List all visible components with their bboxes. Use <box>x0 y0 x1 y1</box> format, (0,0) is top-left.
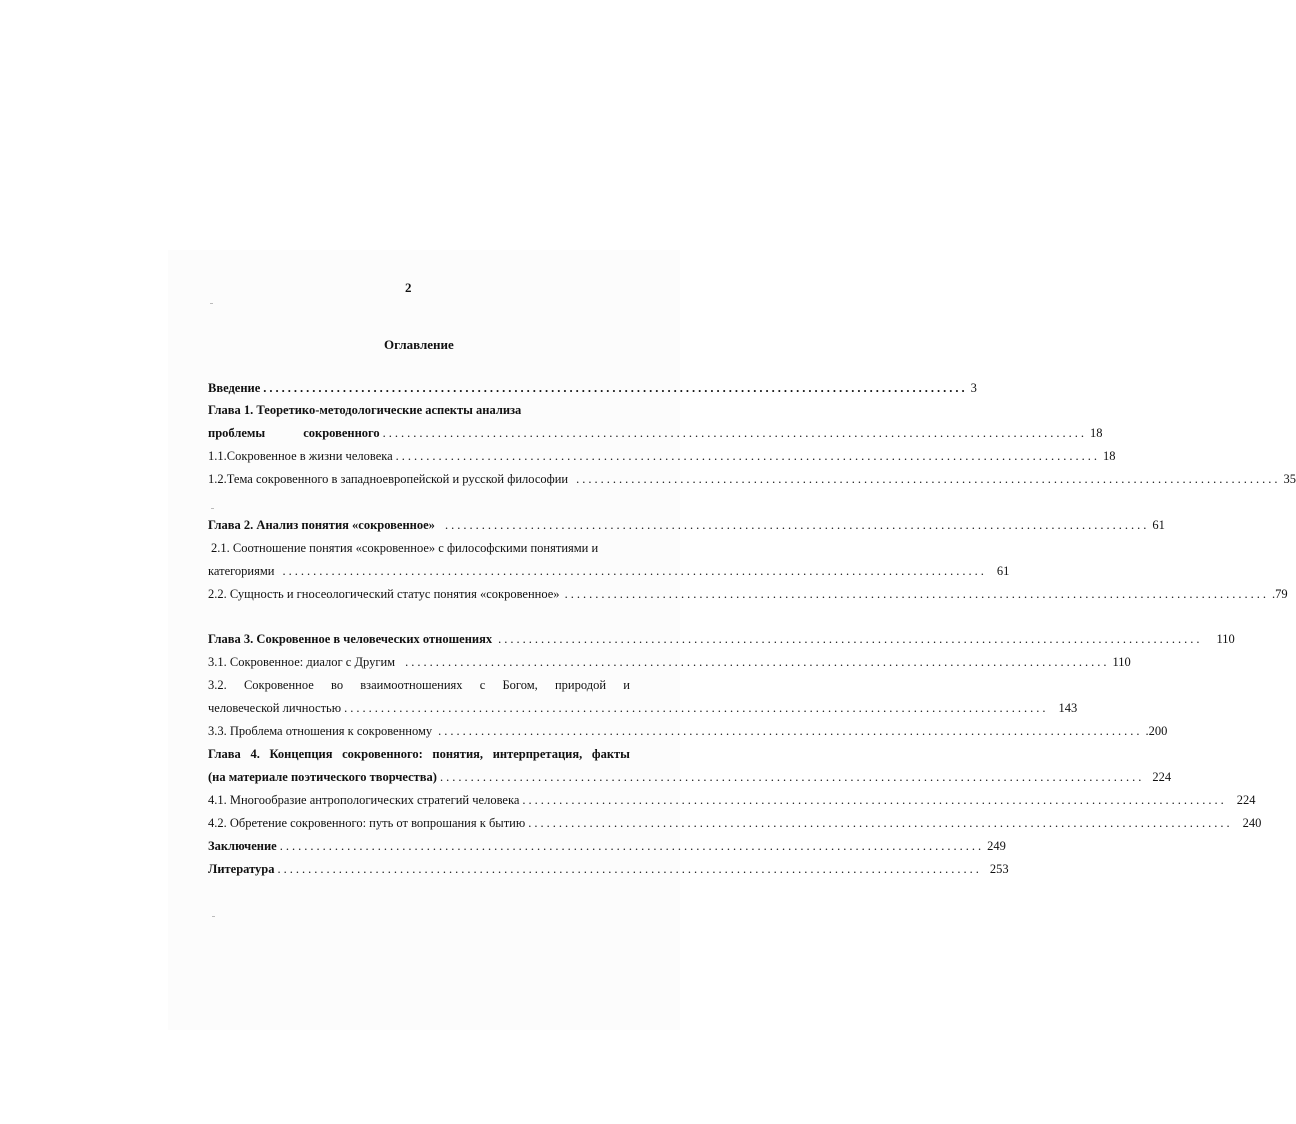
toc-entry-word: с <box>479 678 486 692</box>
toc-entry-page: 224 <box>1236 793 1256 807</box>
toc-entry-title: Глава 3. Сокровенное в человеческих отношениях <box>208 632 493 646</box>
toc-entry-page: 61 <box>996 564 1010 578</box>
toc-entry-section-1-2[interactable] <box>208 471 1296 488</box>
toc-entry-title: Глава 2. Анализ понятия «сокровенное» <box>208 518 435 532</box>
scan-speck <box>210 303 213 304</box>
toc-entry-title: Заключение <box>208 839 277 853</box>
toc-entry-title: 1.1.Сокровенное в жизни человека <box>208 449 393 463</box>
dot-leader: ................................................................................................................... <box>576 472 1281 486</box>
toc-entry-section-3-1[interactable] <box>208 654 1131 671</box>
toc-entry-word: Сокровенное <box>243 678 314 692</box>
toc-entry-page: 224 <box>1152 770 1172 784</box>
toc-entry-title: 3.3. Проблема отношения к сокровенному <box>208 724 433 738</box>
toc-entry-title: 3.1. Сокровенное: диалог с Другим <box>208 655 396 669</box>
toc-entry-word: понятия, <box>432 747 484 761</box>
toc-entry-page: 35 <box>1283 472 1296 486</box>
toc-entry-word: факты <box>591 747 630 761</box>
toc-entry-chapter-2[interactable] <box>208 517 1165 534</box>
toc-entry-title: 4.1. Многообразие антропологических стратегий человека <box>208 793 520 807</box>
toc-entry-section-2-2[interactable] <box>208 586 1288 603</box>
toc-entry-title: Глава 1. Теоретико-методологические аспекты анализа <box>208 403 522 417</box>
toc-entry-section-1-1[interactable] <box>208 448 1116 465</box>
toc-entry-chapter-4-cont[interactable] <box>208 769 1172 786</box>
toc-entry-title: 1.2.Тема сокровенного в западноевропейской и русской философии <box>208 472 569 486</box>
toc-entry-section-4-1[interactable] <box>208 792 1256 809</box>
toc-entry-page: 249 <box>987 839 1006 853</box>
dot-leader: ................................................................................................................... <box>277 862 982 876</box>
toc-entry-word: природой <box>554 678 607 692</box>
dot-leader: ................................................................................................................... <box>395 449 1101 463</box>
toc-entry-section-4-2[interactable] <box>208 815 1262 832</box>
dot-leader: ................................................................................................................... <box>405 655 1110 669</box>
dot-leader: ................................................................................................................... <box>279 839 985 853</box>
toc-entry-page: 3 <box>970 381 977 395</box>
dot-leader: ................................................................................................................... <box>522 793 1227 807</box>
dot-leader: ................................................................................................................... <box>344 701 1049 715</box>
toc-entry-page: 253 <box>989 862 1009 876</box>
toc-entry-word: и <box>623 678 630 692</box>
page-number: 2 <box>405 280 412 295</box>
toc-entry-page: 240 <box>1242 816 1262 830</box>
toc-entry-section-3-2-cont[interactable] <box>208 700 1078 717</box>
scan-speck <box>211 508 214 509</box>
toc-entry-word: 4. <box>250 747 260 761</box>
toc-entry-page: 61 <box>1152 518 1165 532</box>
dot-leader: ................................................................................................................... <box>564 587 1269 601</box>
toc-entry-conclusion[interactable] <box>208 838 1006 855</box>
toc-entry-chapter-1[interactable] <box>208 402 630 419</box>
toc-entry-title: категориями <box>208 564 275 578</box>
dot-leader: ................................................................................................................... <box>528 816 1233 830</box>
toc-entry-word: проблемы <box>208 426 266 440</box>
toc-entry-section-2-1[interactable] <box>208 540 630 557</box>
toc-entry-chapter-1-cont[interactable] <box>208 425 1103 442</box>
toc-entry-section-3-2[interactable] <box>208 677 630 694</box>
toc-entry-page: 18 <box>1090 426 1103 440</box>
toc-title: Оглавление <box>384 337 454 352</box>
dot-leader: ................................................................................................................... <box>498 632 1203 646</box>
toc-entry-section-3-3[interactable] <box>208 723 1168 740</box>
toc-entry-page: .79 <box>1271 587 1288 601</box>
dot-leader: ................................................................................................................... <box>439 770 1145 784</box>
dot-leader: ................................................................................................................... <box>438 724 1143 738</box>
toc-entry-word: сокровенного <box>303 426 380 440</box>
toc-entry-page: 143 <box>1058 701 1078 715</box>
toc-entry-chapter-3[interactable] <box>208 631 1235 648</box>
toc-entry-word: сокровенного: <box>342 747 423 761</box>
dot-leader: ................................................................................................................... <box>282 564 987 578</box>
toc-entry-title: человеческой личностью <box>208 701 342 715</box>
toc-entry-word: во <box>331 678 344 692</box>
toc-entry-page: 110 <box>1216 632 1235 646</box>
toc-entry-chapter-4[interactable] <box>208 746 630 763</box>
toc-entry-title: Литература <box>208 862 275 876</box>
toc-entry-title: Введение <box>208 381 261 395</box>
toc-entry-literature[interactable] <box>208 861 1009 878</box>
toc-entry-word: интерпретация, <box>492 747 583 761</box>
toc-entry-title: 4.2. Обретение сокровенного: путь от вопрошания к бытию <box>208 816 526 830</box>
dot-leader: ................................................................................................................... <box>382 426 1088 440</box>
dot-leader: ................................................................................................................... <box>444 518 1150 532</box>
toc-entry-page: .200 <box>1145 724 1168 738</box>
toc-entry-word: Глава <box>208 747 241 761</box>
scan-speck <box>212 916 215 917</box>
toc-entry-section-2-1-cont[interactable] <box>208 563 1010 580</box>
toc-entry-title: 2.2. Сущность и гносеологический статус понятия «сокровенное» <box>208 587 560 601</box>
toc-entry-title: (на материале поэтического творчества) <box>208 770 437 784</box>
toc-entry-title: 2.1. Соотношение понятия «сокровенное» с философскими понятиями и <box>211 541 599 555</box>
toc-entry-word: Концепция <box>269 747 333 761</box>
dot-leader: ................................................................................................................... <box>263 381 968 395</box>
toc-entry-word: Богом, <box>502 678 538 692</box>
toc-entry-word: 3.2. <box>208 678 227 692</box>
toc-entry-page: 110 <box>1112 655 1131 669</box>
toc-entry-intro[interactable] <box>208 380 977 397</box>
toc-entry-page: 18 <box>1103 449 1116 463</box>
toc-entry-word: взаимоотношениях <box>360 678 463 692</box>
